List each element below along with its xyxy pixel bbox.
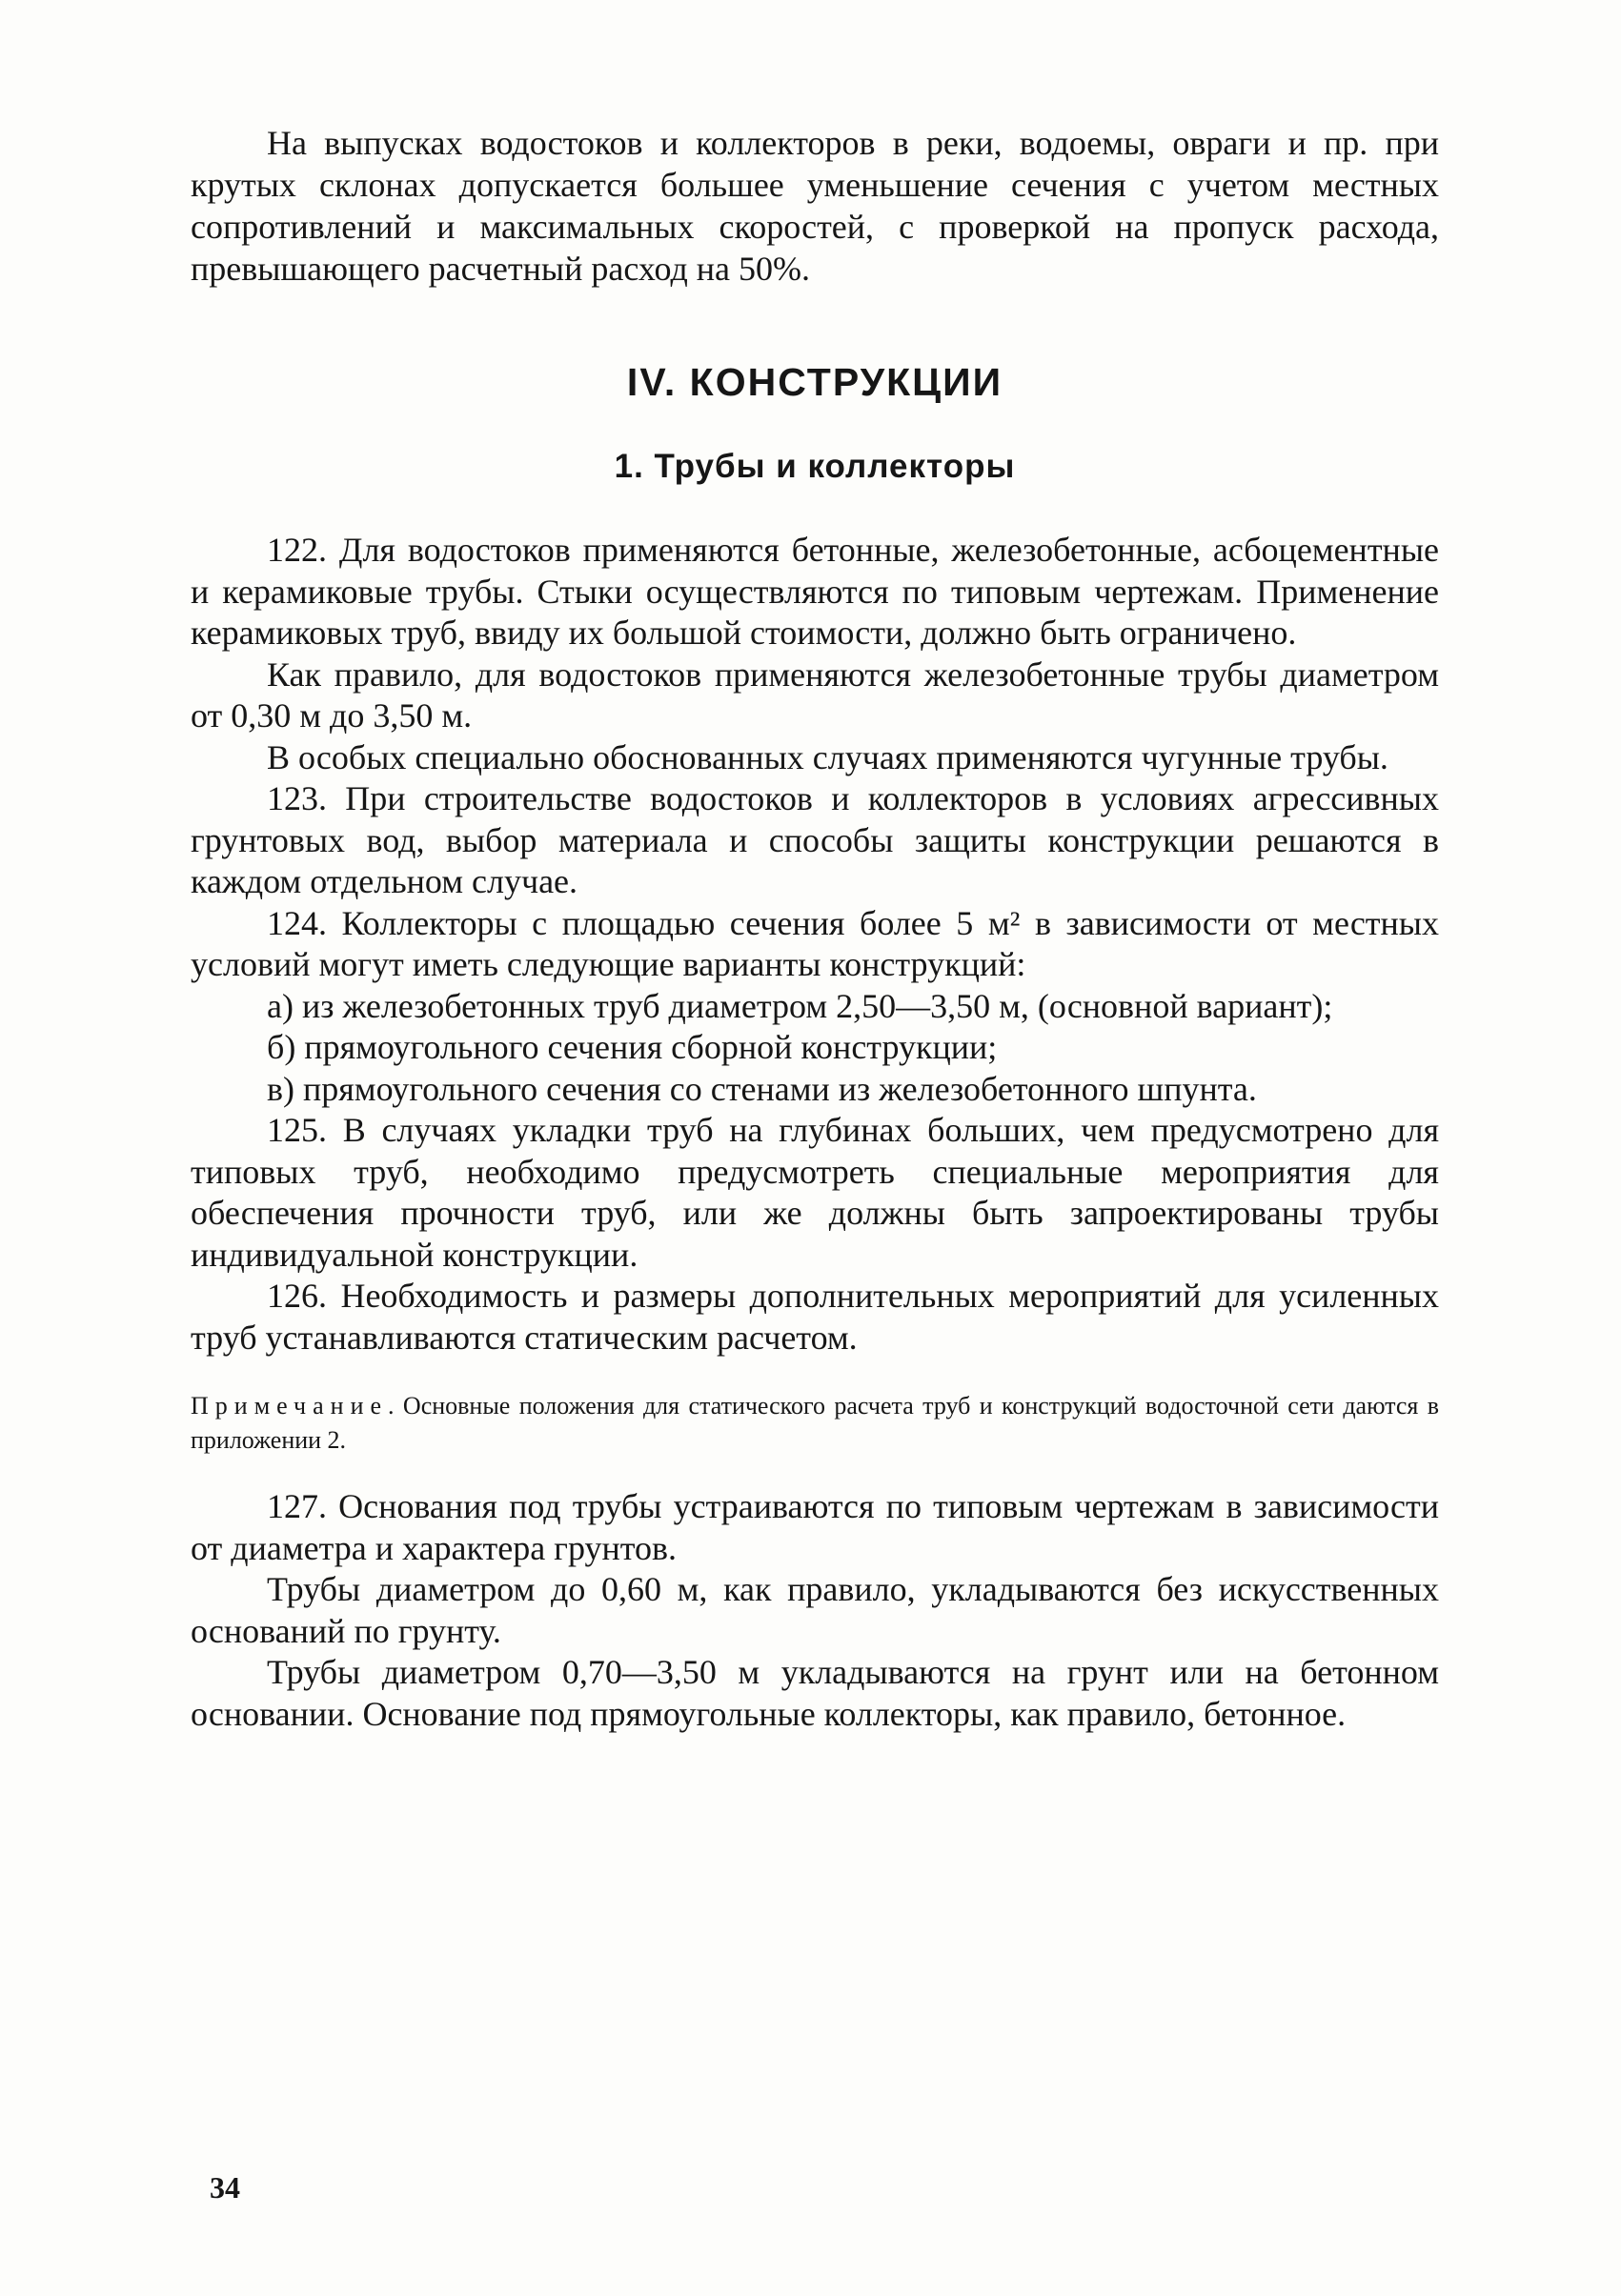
paragraph-cast-iron: В особых специально обоснованных случаях применяются чугунные трубы. — [267, 737, 1388, 776]
paragraph-124-a: а) из железобетонных труб диаметром 2,50—3,50 м, (основной вариант); — [267, 986, 1333, 1025]
paragraph-125: 125. В случаях укладки труб на глубинах больших, чем предусмотрено для типовых труб, необходимо предусмотреть специальные мероприятия для обеспечения прочности труб, или же должны быть запроектированы трубы индивидуальной конструкции. — [191, 1111, 1439, 1274]
page-number: 34 — [210, 2170, 240, 2205]
page-content — [191, 122, 1439, 1735]
paragraph-124: 124. Коллекторы с площадью сечения более 5 м² в зависимости от местных условий могут иметь следующие варианты конструкций: — [191, 903, 1439, 983]
intro-paragraph: На выпусках водостоков и коллекторов в реки, водоемы, овраги и пр. при крутых склонах допускается большее уменьшение сечения с учетом местных сопротивлений и максимальных скоростей, с проверкой на пропуск расхода, превышающего расчетный расход на 50%. — [191, 124, 1439, 288]
note: Примечание. Основные положения для статического расчета труб и конструкций водосточной сети даются в приложении 2. — [191, 1392, 1440, 1454]
paragraph-124-c: в) прямоугольного сечения со стенами из железобетонного шпунта. — [267, 1069, 1257, 1108]
section-title: IV. КОНСТРУКЦИИ — [626, 360, 1003, 404]
paragraph-pipe-diameter: Как правило, для водостоков применяются железобетонные трубы диаметром от 0,30 м до 3,50 м. — [191, 655, 1439, 735]
note-label: Примечание — [191, 1392, 389, 1420]
subsection-title: 1. Трубы и коллекторы — [614, 448, 1016, 485]
paragraph-small-pipes: Трубы диаметром до 0,60 м, как правило, укладываются без искусственных оснований по грунту. — [191, 1570, 1439, 1650]
spacer — [191, 488, 1439, 530]
paragraph-124-b: б) прямоугольного сечения сборной конструкции; — [267, 1028, 998, 1066]
paragraph-large-pipes: Трубы диаметром 0,70—3,50 м укладываются на грунт или на бетонном основании. Основание под прямоугольные коллекторы, как правило, бетонное. — [191, 1653, 1439, 1733]
paragraph-126: 126. Необходимость и размеры дополнительных мероприятий для усиленных труб устанавливаются статическим расчетом. — [191, 1277, 1439, 1357]
paragraph-123: 123. При строительстве водостоков и коллекторов в условиях агрессивных грунтовых вод, выбор материала и способы защиты конструкции решаются в каждом отдельном случае. — [191, 779, 1439, 900]
paragraph-122: 122. Для водостоков применяются бетонные, железобетонные, асбоцементные и керамиковые трубы. Стыки осуществляются по типовым чертежам. Применение керамиковых труб, ввиду их большой стоимости, должно быть ограничено. — [191, 531, 1439, 652]
note-text: Основные положения для статического расчета труб и конструкций водосточной сети даются в приложении 2. — [191, 1392, 1440, 1454]
paragraph-127: 127. Основания под трубы устраиваются по типовым чертежам в зависимости от диаметра и характера грунтов. — [191, 1487, 1439, 1567]
